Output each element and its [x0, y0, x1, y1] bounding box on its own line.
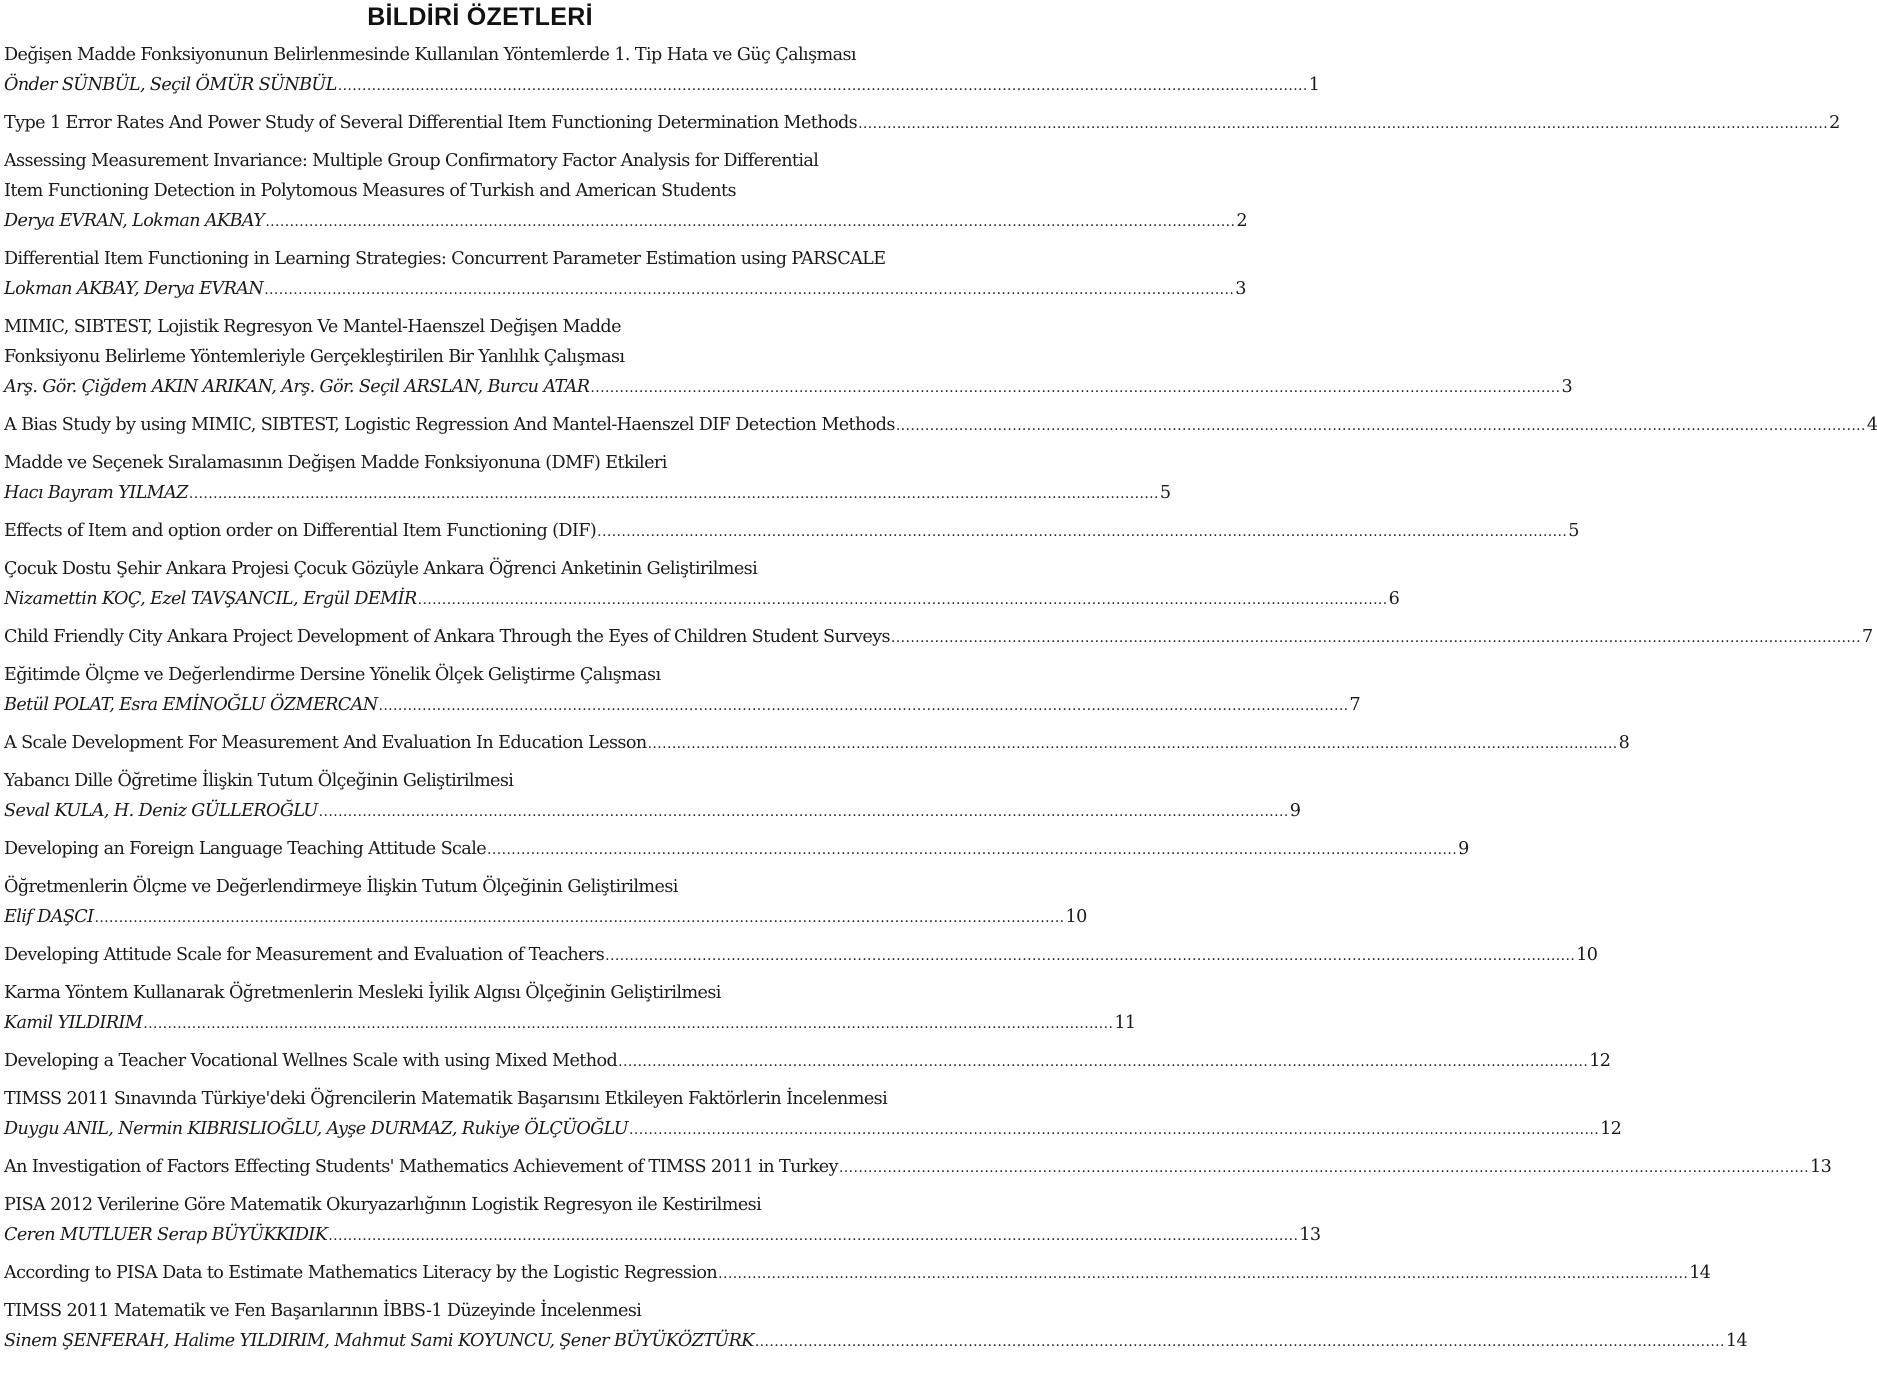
toc-author-line [4, 1008, 1136, 1038]
toc-page-number: 5 [1159, 483, 1171, 503]
toc-title-line [4, 312, 956, 342]
toc-page-number: 7 [1349, 695, 1361, 715]
dot-leader [858, 109, 1828, 139]
toc-author-line [4, 796, 1301, 826]
toc-entry-authors: Sinem ŞENFERAH, Halime YILDIRIM, Mahmut Sami KOYUNCU, Şener BÜYÜKÖZTÜRK [4, 1331, 754, 1351]
dot-leader [629, 1115, 1599, 1145]
toc-entry-title: TIMSS 2011 Matematik ve Fen Başarılarının İBBS-1 Düzeyinde İncelenmesi [4, 1301, 642, 1321]
toc-entry[interactable] [4, 244, 1246, 304]
toc-entry[interactable] [4, 834, 1469, 864]
toc-page-number: 3 [1235, 279, 1246, 299]
dot-leader [605, 941, 1575, 971]
toc-entry-authors: Elif DAŞCI [4, 907, 94, 927]
toc-author-line [4, 1114, 1622, 1144]
toc-entry-title: Developing a Teacher Vocational Wellnes Scale with using Mixed Method [4, 1051, 618, 1071]
dot-leader [896, 411, 1866, 441]
toc-entry-title: TIMSS 2011 Sınavında Türkiye'deki Öğrencilerin Matematik Başarısını Etkileyen Faktörlerin İncelenmesi [4, 1089, 888, 1109]
toc-entry-title: Developing Attitude Scale for Measurement and Evaluation of Teachers [4, 945, 605, 965]
dot-leader [328, 1221, 1298, 1251]
toc-entry-authors: Duygu ANIL, Nermin KIBRISLIOĞLU, Ayşe DURMAZ, Rukiye ÖLÇÜOĞLU [4, 1119, 629, 1139]
toc-page-number: 8 [1618, 733, 1630, 753]
toc-entry-title: An Investigation of Factors Effecting Students' Mathematics Achievement of TIMSS 2011 in Turkey [4, 1157, 838, 1177]
toc-entry-authors: Kamil YILDIRIM [4, 1013, 143, 1033]
toc-page-number: 5 [1568, 521, 1579, 541]
toc-entry[interactable] [4, 312, 1573, 402]
toc-title-line [4, 516, 1579, 546]
toc-title-line [4, 108, 1840, 138]
toc-author-line [4, 584, 1400, 614]
toc-title-line [4, 1190, 956, 1220]
toc-entry-title: Eğitimde Ölçme ve Değerlendirme Dersine Yönelik Ölçek Geliştirme Çalışması [4, 665, 661, 685]
toc-title-line [4, 660, 956, 690]
toc-author-line [4, 372, 1573, 402]
toc-entry[interactable] [4, 1046, 1611, 1076]
toc-page-number: 10 [1576, 945, 1598, 965]
toc-title-line [4, 728, 1630, 758]
dot-leader [590, 373, 1560, 403]
toc-page-number: 3 [1561, 377, 1573, 397]
dot-leader [755, 1327, 1725, 1357]
toc-title-line [4, 834, 1469, 864]
toc-page-number: 12 [1600, 1119, 1622, 1139]
dot-leader [338, 71, 1308, 101]
dot-leader [319, 797, 1289, 827]
toc-entry-title: Item Functioning Detection in Polytomous Measures of Turkish and American Students [4, 181, 736, 201]
dot-leader [94, 903, 1064, 933]
toc-page-number: 9 [1289, 801, 1301, 821]
toc-entry-title: Madde ve Seçenek Sıralamasının Değişen Madde Fonksiyonuna (DMF) Etkileri [4, 453, 667, 473]
page-title: BİLDİRİ ÖZETLERİ [367, 3, 593, 31]
toc-entry-title: Öğretmenlerin Ölçme ve Değerlendirmeye İlişkin Tutum Ölçeğinin Geliştirilmesi [4, 877, 678, 897]
toc-title-line [4, 1258, 1711, 1288]
toc-title-line [4, 410, 1877, 440]
toc-title-line [4, 146, 956, 176]
dot-leader [839, 1153, 1809, 1183]
toc-author-line [4, 1220, 1321, 1250]
toc-entry-authors: Betül POLAT, Esra EMİNOĞLU ÖZMERCAN [4, 695, 378, 715]
toc-entry-title: Child Friendly City Ankara Project Development of Ankara Through the Eyes of Children Student Surveys [4, 627, 890, 647]
toc-entry-title: Yabancı Dille Öğretime İlişkin Tutum Ölçeğinin Geliştirilmesi [4, 771, 514, 791]
toc-entry[interactable] [4, 1190, 1321, 1250]
toc-page-number: 14 [1725, 1331, 1748, 1351]
toc-title-line [4, 872, 956, 902]
toc-page-number: 6 [1388, 589, 1400, 609]
toc-title-line [4, 244, 956, 274]
toc-page-number: 9 [1458, 839, 1469, 859]
toc-page-number: 2 [1829, 113, 1840, 133]
toc-entry-title: A Scale Development For Measurement And Evaluation In Education Lesson [4, 733, 647, 753]
toc-page-number: 10 [1065, 907, 1087, 927]
toc-page-number: 2 [1236, 211, 1247, 231]
toc-entry[interactable] [4, 554, 1400, 614]
toc-title-line [4, 1084, 956, 1114]
dot-leader [378, 691, 1348, 721]
toc-author-line [4, 1326, 1748, 1356]
toc-entry-title: Effects of Item and option order on Differential Item Functioning (DIF) [4, 521, 597, 541]
toc-entry[interactable] [4, 40, 1320, 100]
toc-entry-title: Assessing Measurement Invariance: Multiple Group Confirmatory Factor Analysis for Differential [4, 151, 819, 171]
toc-page-number: 13 [1299, 1225, 1321, 1245]
toc-entry-authors: Önder SÜNBÜL, Seçil ÖMÜR SÜNBÜL [4, 75, 337, 95]
toc-page-number: 7 [1861, 627, 1873, 647]
toc-title-line [4, 40, 956, 70]
toc-title-line [4, 1046, 1611, 1076]
toc-entry-title: Çocuk Dostu Şehir Ankara Projesi Çocuk Gözüyle Ankara Öğrenci Anketinin Geliştirilmesi [4, 559, 758, 579]
toc-entry-authors: Hacı Bayram YILMAZ [4, 483, 188, 503]
toc-entry[interactable] [4, 622, 1873, 652]
dot-leader [618, 1047, 1588, 1077]
dot-leader [265, 207, 1235, 237]
table-of-contents [4, 40, 1877, 1364]
toc-entry-title: Değişen Madde Fonksiyonunun Belirlenmesinde Kullanılan Yöntemlerde 1. Tip Hata ve Güç Çalışması [4, 45, 856, 65]
toc-entry[interactable] [4, 410, 1877, 440]
toc-entry-authors: Derya EVRAN, Lokman AKBAY [4, 211, 265, 231]
toc-title-line [4, 176, 956, 206]
toc-entry-title: PISA 2012 Verilerine Göre Matematik Okuryazarlığının Logistik Regresyon ile Kestirilmesi [4, 1195, 762, 1215]
toc-entry[interactable] [4, 872, 1087, 932]
toc-author-line [4, 206, 1247, 236]
toc-title-line [4, 940, 1598, 970]
toc-entry[interactable] [4, 1084, 1622, 1144]
toc-author-line [4, 478, 1171, 508]
toc-entry[interactable] [4, 1296, 1748, 1356]
toc-title-line [4, 342, 956, 372]
dot-leader [418, 585, 1388, 615]
toc-title-line [4, 766, 956, 796]
toc-entry-title: Type 1 Error Rates And Power Study of Several Differential Item Functioning Determination Methods [4, 113, 858, 133]
toc-entry-title: Differential Item Functioning in Learning Strategies: Concurrent Parameter Estimation using PARSCALE [4, 249, 886, 269]
toc-entry[interactable] [4, 1152, 1832, 1182]
toc-title-line [4, 448, 956, 478]
toc-entry[interactable] [4, 660, 1361, 720]
dot-leader [189, 479, 1159, 509]
toc-page-number: 12 [1589, 1051, 1611, 1071]
dot-leader [648, 729, 1618, 759]
toc-entry-authors: Lokman AKBAY, Derya EVRAN [4, 279, 264, 299]
dot-leader [487, 835, 1457, 865]
toc-entry[interactable] [4, 516, 1579, 546]
toc-title-line [4, 622, 1873, 652]
dot-leader [891, 623, 1861, 653]
toc-page-number: 14 [1689, 1263, 1711, 1283]
toc-page-number: 1 [1308, 75, 1320, 95]
toc-author-line [4, 902, 1087, 932]
toc-entry-authors: Nizamettin KOÇ, Ezel TAVŞANCIL, Ergül DEMİR [4, 589, 417, 609]
toc-entry[interactable] [4, 940, 1598, 970]
toc-entry[interactable] [4, 978, 1136, 1038]
toc-entry[interactable] [4, 448, 1171, 508]
toc-entry[interactable] [4, 1258, 1711, 1288]
dot-leader [264, 275, 1234, 305]
toc-title-line [4, 978, 956, 1008]
toc-page-number: 4 [1866, 415, 1877, 435]
toc-entry[interactable] [4, 728, 1630, 758]
dot-leader [597, 517, 1567, 547]
toc-entry-authors: Arş. Gör. Çiğdem AKIN ARIKAN, Arş. Gör. Seçil ARSLAN, Burcu ATAR [4, 377, 590, 397]
dot-leader [718, 1259, 1688, 1289]
toc-entry-title: Karma Yöntem Kullanarak Öğretmenlerin Mesleki İyilik Algısı Ölçeğinin Geliştirilmesi [4, 983, 721, 1003]
toc-entry-title: MIMIC, SIBTEST, Lojistik Regresyon Ve Mantel-Haenszel Değişen Madde [4, 317, 621, 337]
toc-author-line [4, 274, 1246, 304]
toc-author-line [4, 70, 1320, 100]
toc-entry-title: Fonksiyonu Belirleme Yöntemleriyle Gerçekleştirilen Bir Yanlılık Çalışması [4, 347, 625, 367]
toc-title-line [4, 554, 956, 584]
toc-entry-authors: Seval KULA, H. Deniz GÜLLEROĞLU [4, 801, 318, 821]
dot-leader [143, 1009, 1113, 1039]
toc-entry[interactable] [4, 766, 1301, 826]
toc-entry[interactable] [4, 146, 1247, 236]
toc-entry-title: A Bias Study by using MIMIC, SIBTEST, Logistic Regression And Mantel-Haenszel DIF Detection Methods [4, 415, 895, 435]
toc-author-line [4, 690, 1361, 720]
toc-page-number: 11 [1114, 1013, 1136, 1033]
toc-title-line [4, 1152, 1832, 1182]
toc-entry-title: Developing an Foreign Language Teaching Attitude Scale [4, 839, 487, 859]
toc-entry[interactable] [4, 108, 1840, 138]
toc-entry-title: According to PISA Data to Estimate Mathematics Literacy by the Logistic Regression [4, 1263, 718, 1283]
toc-title-line [4, 1296, 956, 1326]
toc-page-number: 13 [1809, 1157, 1832, 1177]
toc-entry-authors: Ceren MUTLUER Serap BÜYÜKKIDIK [4, 1225, 328, 1245]
